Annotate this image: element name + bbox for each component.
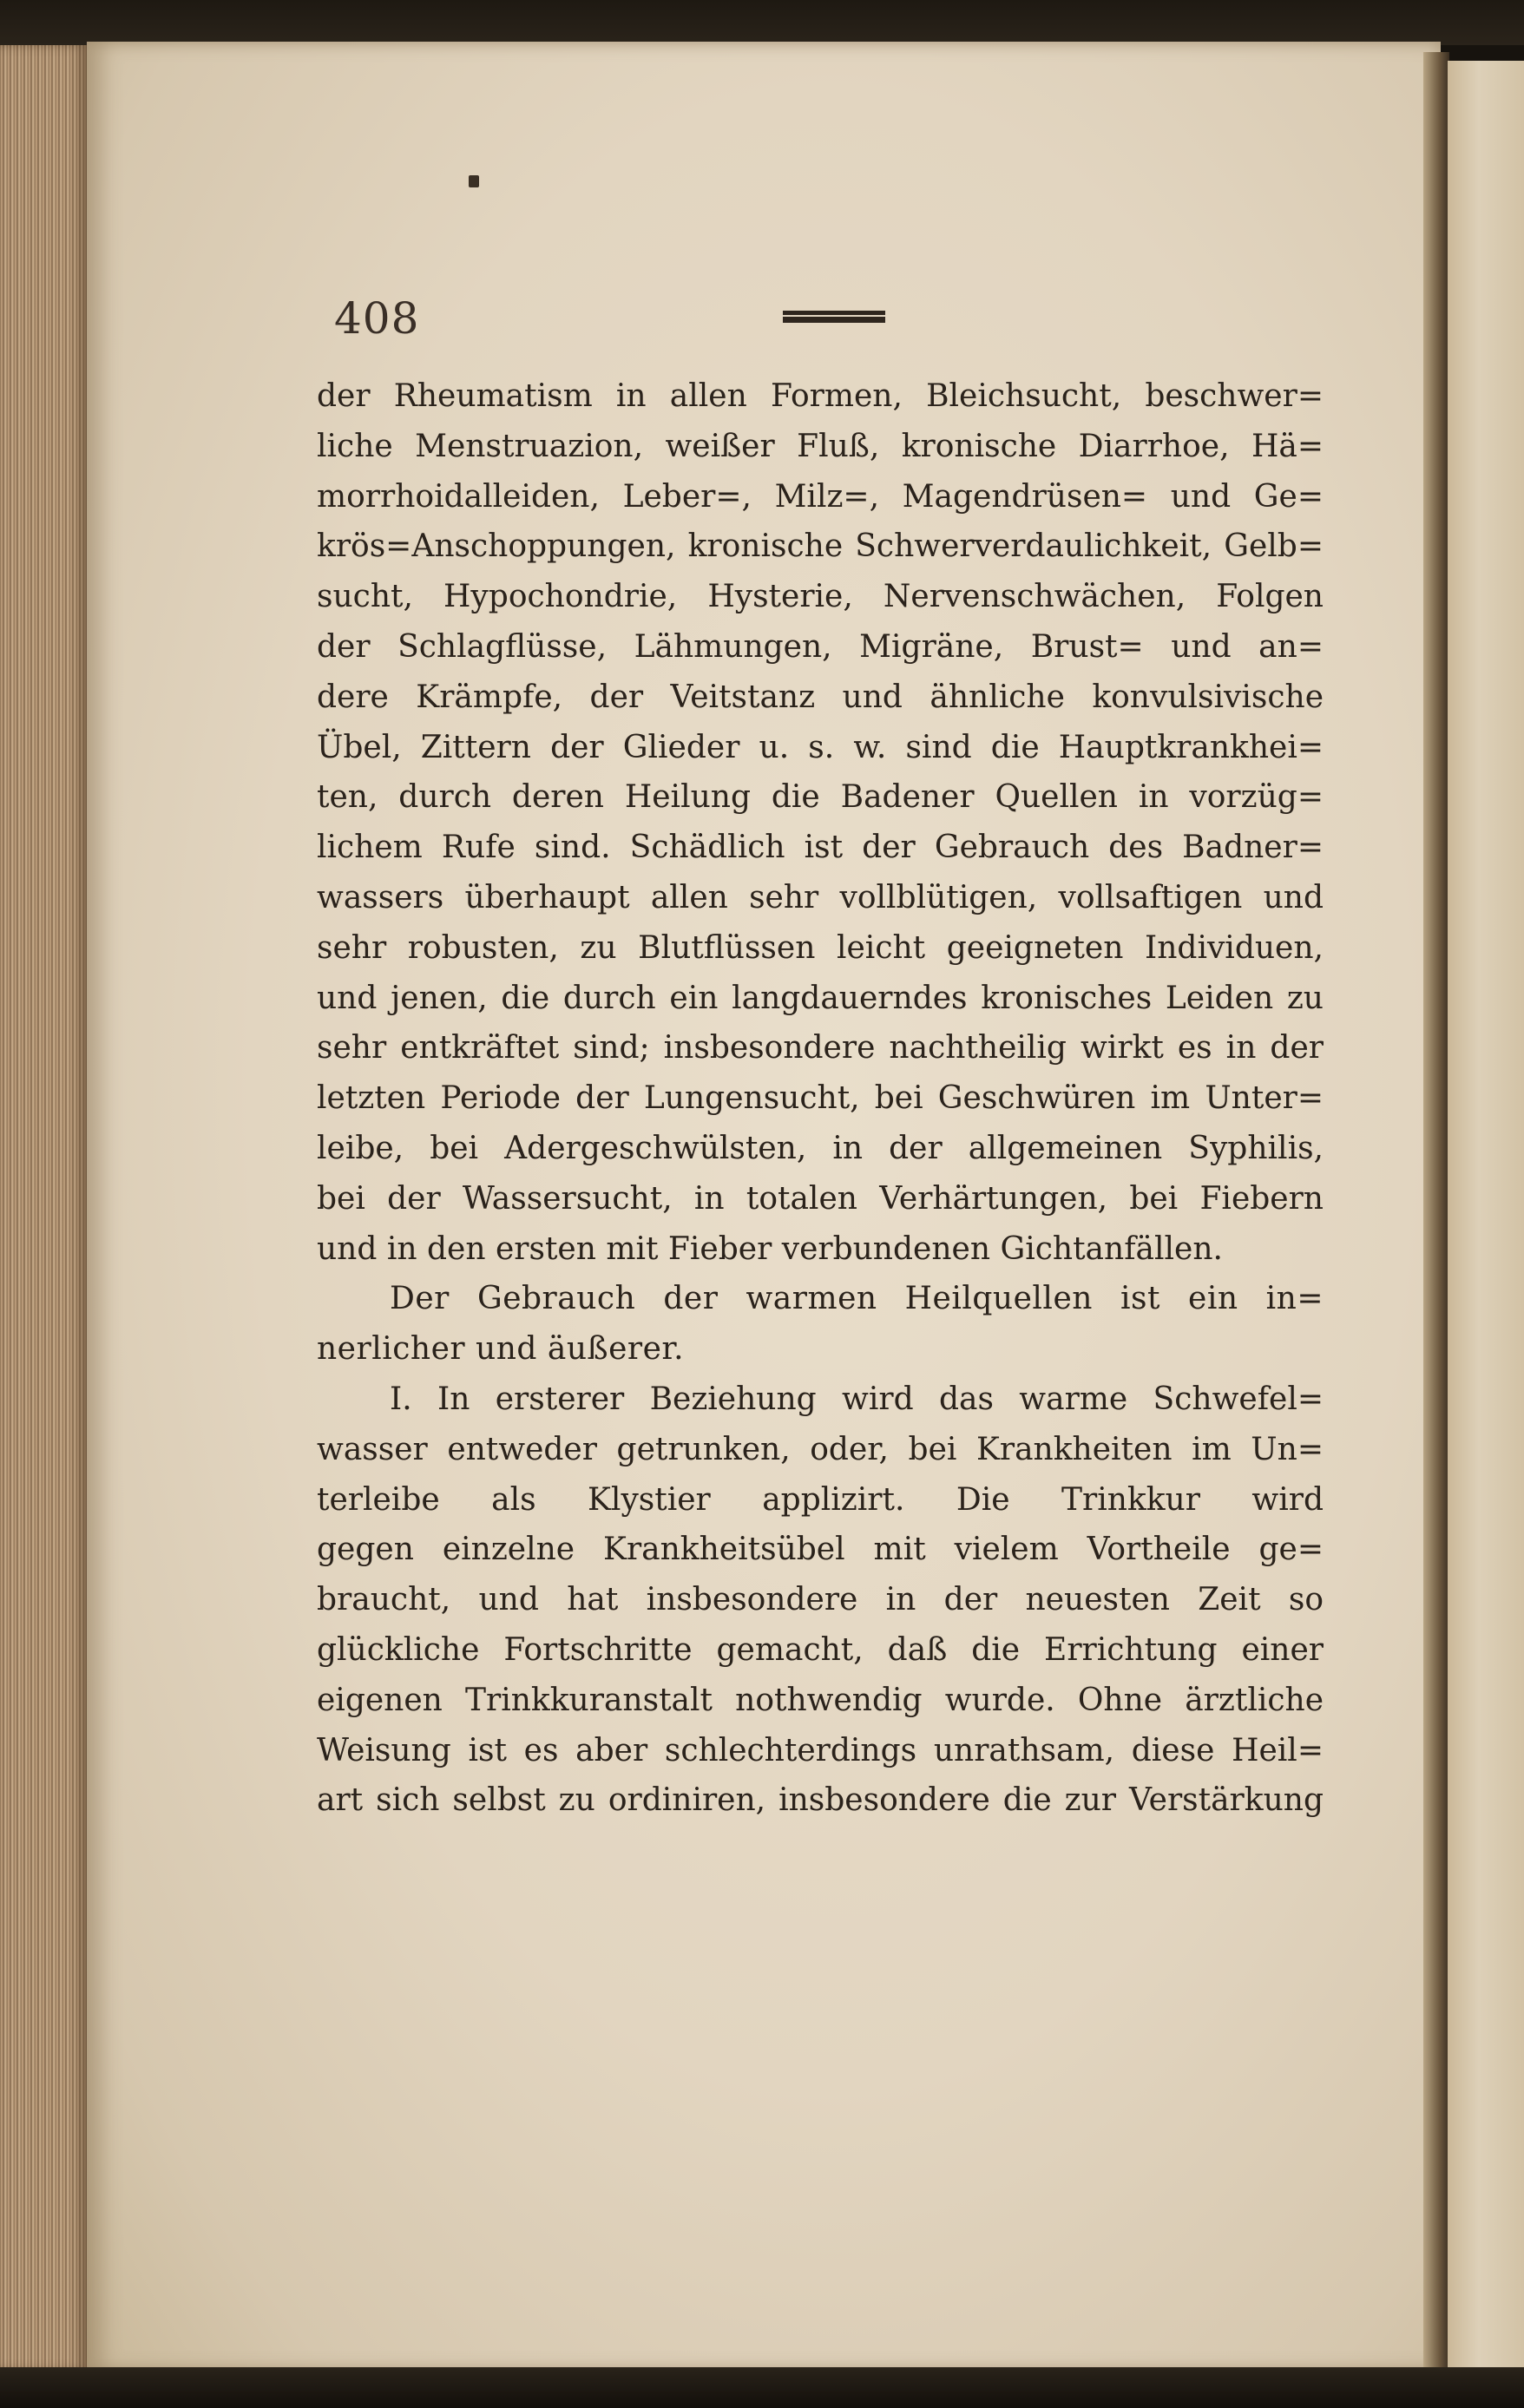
text-line: eigenen Trinkkuranstalt nothwendig wurde. Ohne ärztliche (317, 1682, 1324, 1718)
text-line: morrhoidalleiden, Leber=, Milz=, Magendrüsen= und Ge= (317, 478, 1324, 515)
body-text (317, 371, 1324, 1826)
scan-frame-top (0, 0, 1524, 45)
ink-mark (469, 175, 479, 187)
text-line: wasser entweder getrunken, oder, bei Krankheiten im Un= (317, 1431, 1324, 1467)
text-line: Weisung ist es aber schlechterdings unrathsam, diese Heil= (317, 1732, 1324, 1768)
facing-page-edge (1448, 61, 1524, 2369)
text-line: wassers überhaupt allen sehr vollblütigen, vollsaftigen und (317, 879, 1324, 915)
text-line: I. In ersterer Beziehung wird das warme Schwefel= (390, 1381, 1324, 1417)
text-line: und in den ersten mit Fieber verbundenen Gichtanfällen. (317, 1230, 1223, 1267)
text-line: der Rheumatism in allen Formen, Bleichsucht, beschwer= (317, 378, 1324, 414)
text-line: Übel, Zittern der Glieder u. s. w. sind die Hauptkrankhei= (317, 729, 1324, 765)
text-line: leibe, bei Adergeschwülsten, in der allgemeinen Syphilis, (317, 1130, 1324, 1166)
text-line: terleibe als Klystier applizirt. Die Trinkkur wird (317, 1481, 1324, 1518)
page-edges (0, 45, 87, 2371)
text-line: Der Gebrauch der warmen Heilquellen ist ein in= (390, 1281, 1324, 1317)
text-line: letzten Periode der Lungensucht, bei Geschwüren im Unter= (317, 1080, 1324, 1117)
scan-frame-bottom (0, 2367, 1524, 2408)
text-line: nerlicher und äußerer. (317, 1331, 685, 1368)
text-line: liche Menstruazion, weißer Fluß, kronische Diarrhoe, Hä= (317, 428, 1324, 464)
text-line: art sich selbst zu ordiniren, insbesondere die zur Verstärkung (317, 1782, 1324, 1819)
text-line: sucht, Hypochondrie, Hysterie, Nervenschwächen, Folgen (317, 579, 1324, 615)
text-line: und jenen, die durch ein langdauerndes kronisches Leiden zu (317, 980, 1324, 1016)
text-line: braucht, und hat insbesondere in der neuesten Zeit so (317, 1582, 1324, 1618)
text-line: sehr robusten, zu Blutflüssen leicht geeigneten Individuen, (317, 929, 1324, 966)
page-number: 408 (334, 293, 420, 344)
text-line: ten, durch deren Heilung die Badener Quellen in vorzüg= (317, 779, 1324, 816)
text-line: krös=Anschoppungen, kronische Schwerverdaulichkeit, Gelb= (317, 528, 1324, 565)
text-line: der Schlagflüsse, Lähmungen, Migräne, Brust= und an= (317, 628, 1324, 665)
text-line: glückliche Fortschritte gemacht, daß die Errichtung einer (317, 1631, 1324, 1668)
text-line: dere Krämpfe, der Veitstanz und ähnliche konvulsivische (317, 679, 1324, 715)
text-line: bei der Wassersucht, in totalen Verhärtungen, bei Fiebern (317, 1180, 1324, 1217)
header-double-rule (783, 311, 885, 323)
book-gutter (1423, 52, 1449, 2369)
text-line: gegen einzelne Krankheitsübel mit vielem Vortheile ge= (317, 1532, 1324, 1568)
text-line: sehr entkräftet sind; insbesondere nachtheilig wirkt es in der (317, 1030, 1324, 1066)
text-line: lichem Rufe sind. Schädlich ist der Gebrauch des Badner= (317, 830, 1324, 866)
